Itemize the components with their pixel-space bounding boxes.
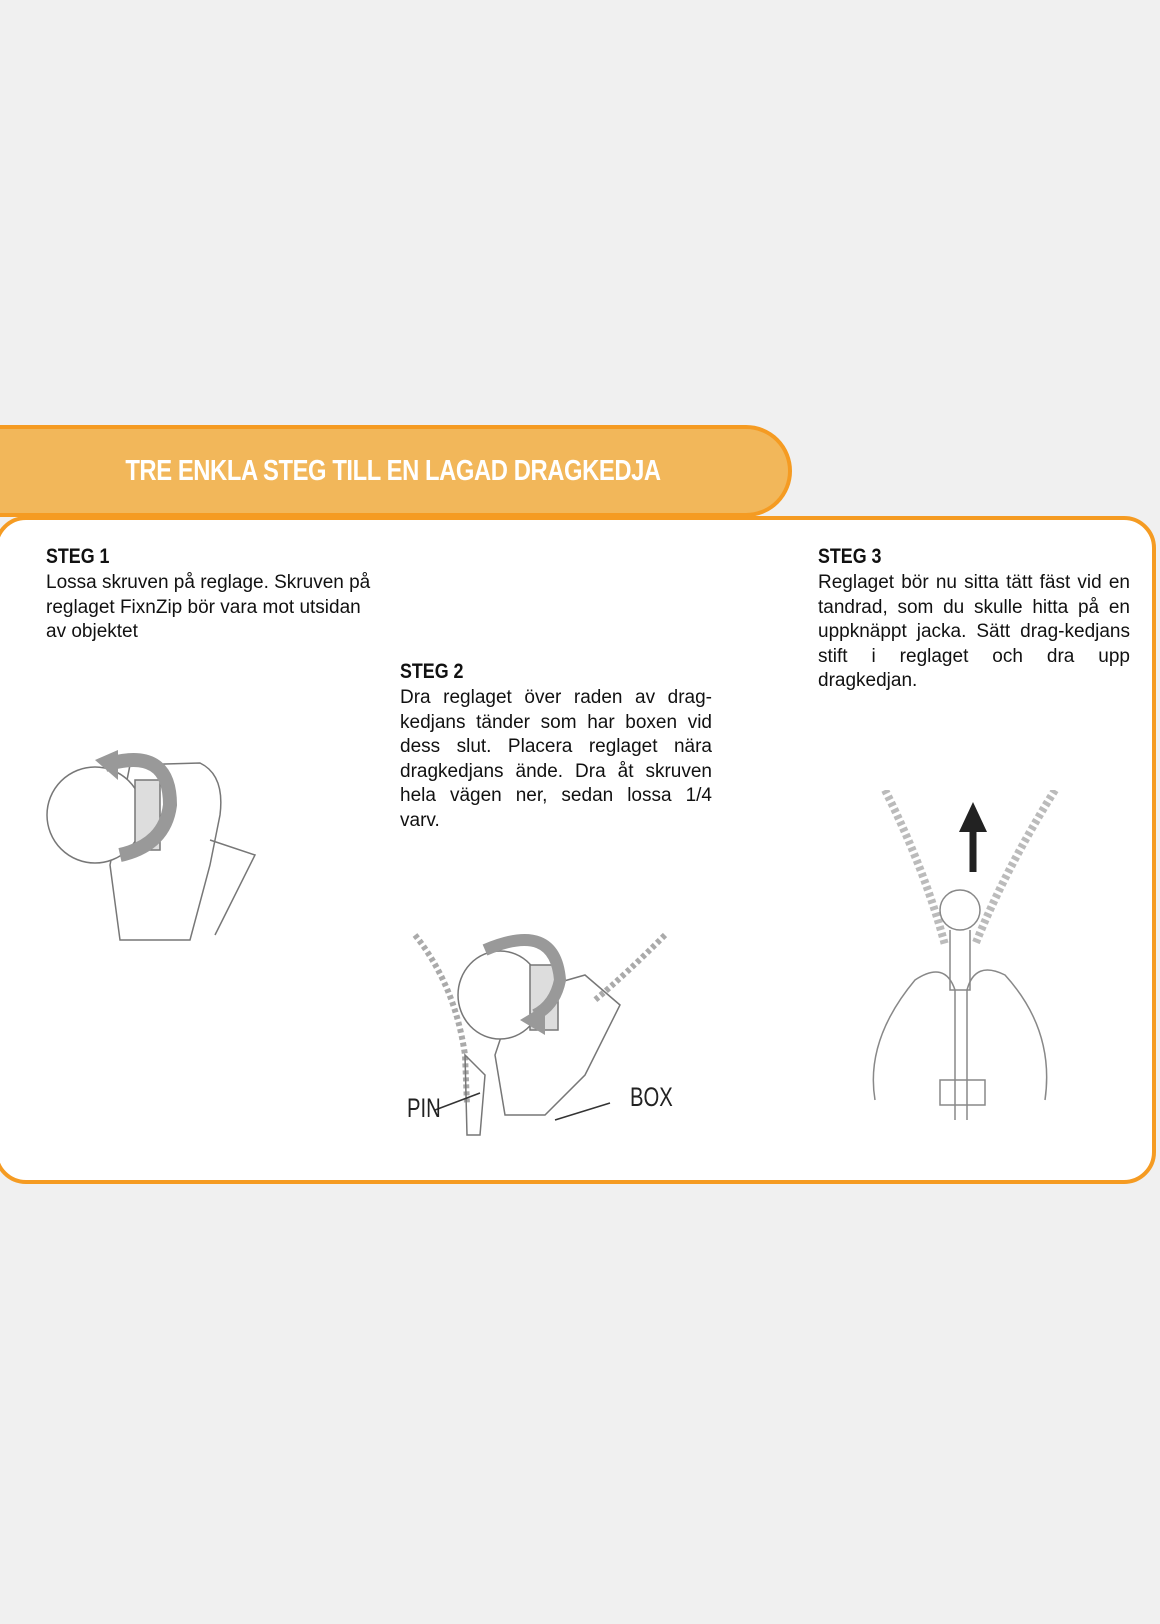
step-1 bbox=[46, 545, 376, 645]
step-3 bbox=[818, 545, 1130, 694]
step-3-illustration bbox=[855, 790, 1080, 1135]
step-2-text: Dra reglaget över raden av drag-kedjans tänder som har boxen vid dess slut. Placera reglaget nära dragkedjans ände. Dra åt skruven hela vägen ner, sedan lossa 1/4 varv. bbox=[400, 687, 712, 831]
step-3-text: Reglaget bör nu sitta tätt fäst vid en tandrad, som du skulle hitta på en uppknäppt jacka. Sätt drag-kedjans stift i reglaget och dra upp dragkedjan. bbox=[818, 572, 1130, 692]
box-label: BOX bbox=[630, 1082, 673, 1112]
step-2 bbox=[400, 660, 712, 834]
pin-label: PIN bbox=[407, 1093, 441, 1123]
step-1-illustration bbox=[40, 745, 270, 945]
step-1-text: Lossa skruven på reglage. Skruven på reglaget FixnZip bör vara mot utsidan av objektet bbox=[46, 572, 371, 643]
page-title: TRE ENKLA STEG TILL EN LAGAD DRAGKEDJA bbox=[125, 454, 661, 487]
step-2-heading: STEG 2 bbox=[400, 660, 464, 683]
step-3-heading: STEG 3 bbox=[818, 545, 882, 568]
step-1-heading: STEG 1 bbox=[46, 545, 110, 568]
title-banner bbox=[0, 425, 792, 517]
